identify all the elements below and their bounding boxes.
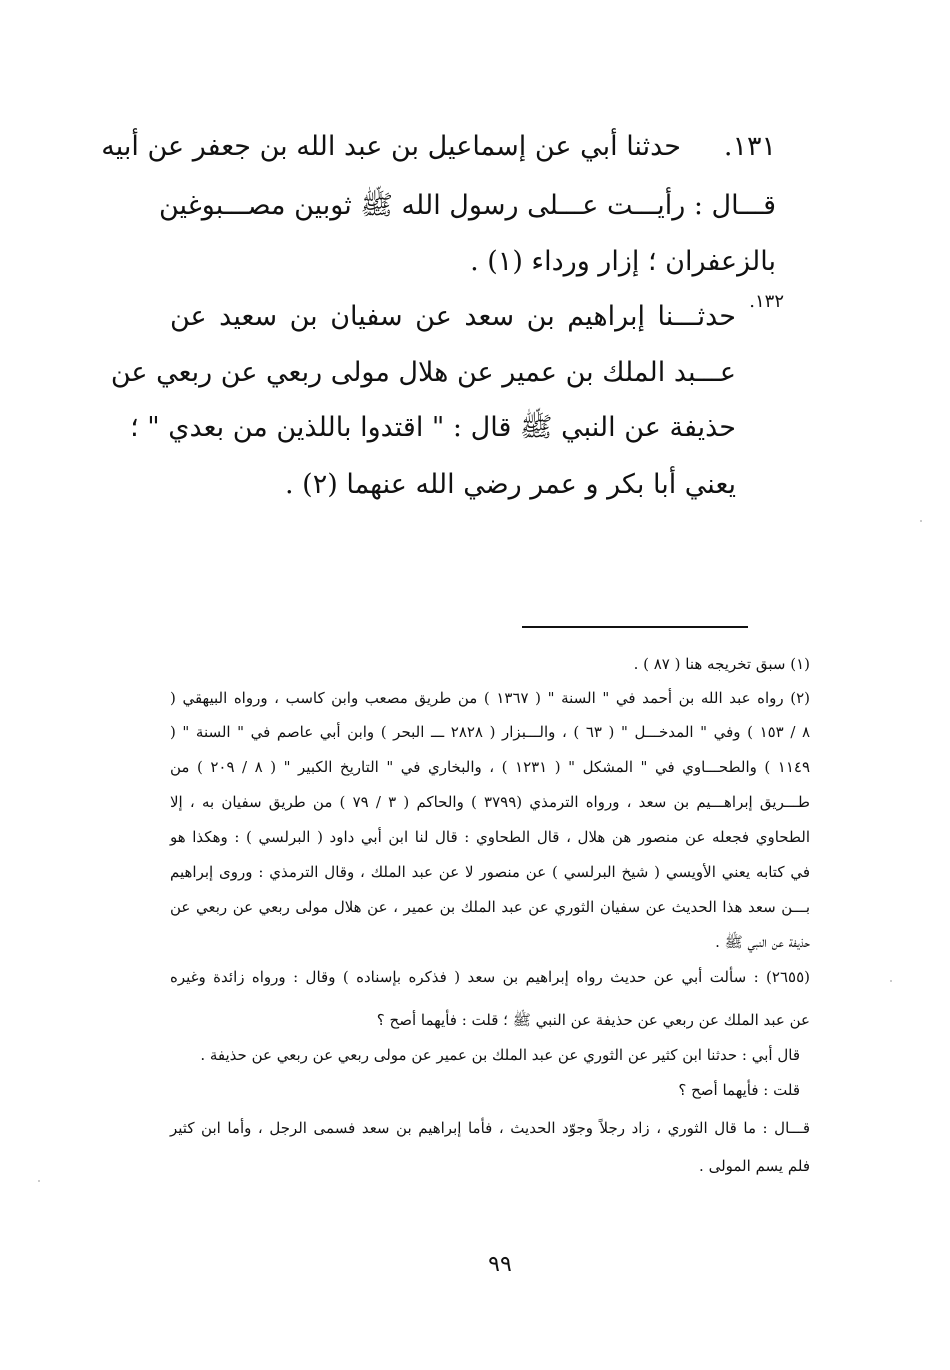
footnote-2-line-13 [170,1118,810,1138]
footnote-1 [170,654,810,674]
page-number: ٩٩ [488,1252,512,1277]
footnote-1-text: (١) سبق تخريجه هنا ( ٨٧ ) . [633,655,810,673]
scan-speck [890,980,892,982]
hadith-132-line-1 [170,300,736,334]
footnote-2-line-5 [170,827,810,847]
footnote-2-line-10 [170,1010,810,1030]
hadith-131-line-2 [158,189,776,223]
hadith-131-line-3 [170,245,776,279]
footnote-2-text-5: الطحاوي فجعله عن منصور هن هلال ، قال الطحاوي : قال لنا ابن أبي داود ( البرلسي ) : وهكذا هو [170,828,810,846]
hadith-131-line-1 [101,130,776,164]
footnote-2-text-13: قـــال : ما قال الثوري ، زاد رجلاً وجوّد الحديث ، فأما إبراهيم بن سعد فسمى الرجل ، وأما ابن كثير [170,1119,810,1137]
footnote-2-line-8 [170,932,810,952]
footnote-2-text-4: طـــريق إبراهـــيم بن سعد ، ورواه الترمذي (٣٧٩٩ ) والحاكم ( ٣ / ٧٩ ) من طريق سفيان به ، إلا [170,793,810,811]
footnote-2-text-12: قلت : فأيهما أصح ؟ [678,1081,800,1099]
hadith-132-line-4 [170,468,736,502]
footnote-2-text-7: بـــن سعد هذا الحديث عن سفيان الثوري عن عبد الملك بن عمير ، عن هلال مولى ربعي عن ربعي عن [170,898,810,916]
footnote-2-line-3 [170,757,810,777]
hadith-132-text-2: عـــبد الملك بن عمير عن هلال مولى ربعي عن ربعي عن [110,357,736,388]
hadith-131-number: ١٣١. [723,131,776,162]
footnote-2-text-3: ١١٤٩ ) والطحـــاوي في " المشكل " ( ١٢٣١ ) ، والبخاري في " التاريخ الكبير " ( ٨ / ٢٠٩ ) من [170,758,811,776]
footnote-2-text-10: عن عبد الملك عن ربعي عن حذيفة عن النبي ﷺ ؛ قلت : فأيهما أصح ؟ [376,1011,810,1029]
scan-speck [920,520,922,522]
hadith-132-text-4: يعني أبا بكر و عمر رضي الله عنهما (٢) . [285,469,736,500]
scan-speck [38,1180,40,1182]
footnote-2-line-12 [170,1080,800,1100]
footnote-2-line-7 [170,897,810,917]
hadith-132-line-3 [130,411,736,445]
footnote-2-text-2: ٨ / ١٥٣ ) وفي " المدخـــل " ( ٦٣ ) ، والـــبزار ( ٢٨٢٨ ـــ البحر ) وابن أبي عاصم في " السنة " ( [170,723,811,741]
footnote-2-line-1 [170,688,810,708]
footnote-2-text-1: (٢) رواه عبد الله بن أحمد في " السنة " ( ١٣٦٧ ) من طريق مصعب وابن كاسب ، ورواه البيهقي ( [170,689,811,707]
footnote-2-line-14 [170,1156,810,1176]
hadith-132-text-1: حدثـــنا إبراهيم بن سعد عن سفيان بن سعيد عن [170,301,736,332]
footnote-separator [522,626,748,628]
footnote-2-line-2 [170,722,810,742]
hadith-132-text-3: حذيفة عن النبي ﷺ قال : " اقتدوا باللذين من بعدي " ؛ [130,412,736,443]
footnote-2-line-11 [170,1045,800,1065]
hadith-131-text-1: حدثنا أبي عن إسماعيل بن عبد الله بن جعفر عن أبيه [101,131,681,162]
hadith-131-text-3: بالزعفران ؛ إزار ورداء (١) . [470,246,776,277]
footnote-2-text-9: (٢٦٥٥) : سألت أبي عن حديث رواه إبراهيم بن سعد ( فذكره بإسناده ) وقال : ورواه زائدة وغيره [170,968,810,986]
hadith-132-number: ١٣٢. [749,291,784,312]
footnote-2-text-14: فلم يسم المولى . [699,1157,810,1175]
footnote-2-line-4 [170,792,810,812]
footnote-2-line-9 [170,967,810,987]
footnote-2-text-11: قال أبي : حدثنا ابن كثير عن الثوري عن عبد الملك بن عمير عن مولى ربعي عن ربعي عن حذيفة . [200,1046,800,1064]
footnote-2-text-8: حذيفة عن النبي ﷺ . [715,933,810,951]
hadith-132-line-2 [110,356,736,390]
hadith-131-text-2: قـــال : رأيـــت عـــلى رسول الله ﷺ ثوبين مصـــبوغين [158,190,776,221]
footnote-2-line-6 [170,862,810,882]
footnote-2-text-6: في كتابه يعني الأويسي ( شيخ البرلسي ) عن منصور لا عن عبد الملك ، وقال الترمذي : وروى إبراهيم [170,863,810,881]
